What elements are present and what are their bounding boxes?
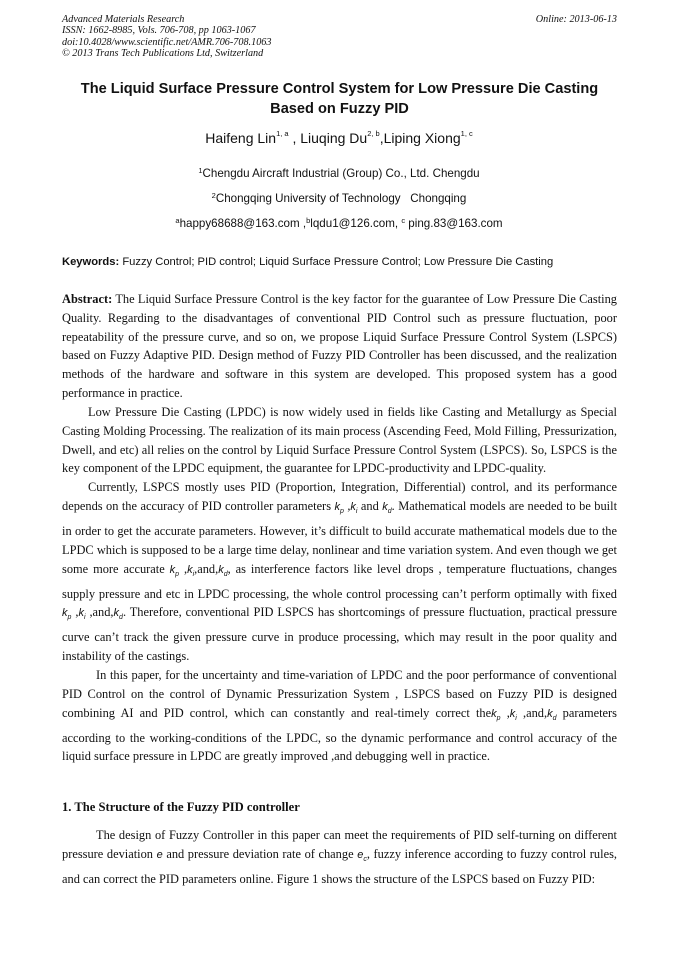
comma: , xyxy=(347,498,351,513)
ki-symbol: $k_i$ xyxy=(78,607,86,622)
email-b: lqdu1@126.com, xyxy=(310,217,402,230)
keywords-label: Keywords: xyxy=(62,256,120,268)
issn: ISSN: 1662-8985, Vols. 706-708, pp 1063-1067 xyxy=(62,25,256,37)
text: ,and, xyxy=(516,705,548,720)
author-name: Liping Xiong xyxy=(383,130,461,146)
affiliation-1 xyxy=(0,167,678,180)
email-line xyxy=(0,217,678,230)
ki-symbol: $k_i$ xyxy=(350,500,358,516)
comma: , xyxy=(506,705,510,720)
kp-symbol: $k_p$ xyxy=(334,500,344,516)
text: , fuzzy inference according to fuzzy control rules, and can correct the PID parameters online. Figure 1 shows the structure of the LSPCS based on Fuzzy PID: xyxy=(62,846,617,886)
paragraph-1: Low Pressure Die Casting (LPDC) is now widely used in fields like Casting and Metallurgy as Special Casting Molding Processing. The realization of its main process (Ascending Feed, Mold Filling, Pressurization, Dwell, and etc) all relies on the control by Liquid Surface Pressure Control System (LSPCS). So, LSPCS is the key component of the LPDC equipment, the guarantee for LPDC-productivity and LPDC-quality. xyxy=(62,405,617,476)
ki-symbol: $k_i$ xyxy=(187,563,195,578)
keywords xyxy=(62,256,617,268)
comma: , xyxy=(75,605,79,620)
author-list: Haifeng Lin$^{1, a}$ , Liuqing Du$^{2, b}$,Liping Xiong$^{1, c}$ xyxy=(205,129,473,146)
text: Currently, LSPCS mostly uses PID (Proportion, Integration, Differential) control, and its performance depends on the accuracy of PID controller parameters xyxy=(62,480,617,513)
text: ,and, xyxy=(194,561,219,576)
section-heading: 1. The Structure of the Fuzzy PID controller xyxy=(62,800,300,814)
email-sup: c xyxy=(401,216,406,225)
copyright: © 2013 Trans Tech Publications Ltd, Switzerland xyxy=(62,48,264,60)
kp-symbol: $k_p$ xyxy=(169,563,180,578)
comma: , xyxy=(183,561,188,576)
author-name: Liuqing Du xyxy=(300,130,368,146)
paragraph-4 xyxy=(62,826,617,889)
kd-symbol: $k_d$ xyxy=(218,563,228,578)
text: and pressure deviation rate of change xyxy=(162,846,358,861)
ki-symbol: $k_i$ xyxy=(509,707,517,722)
keywords-text: Fuzzy Control; PID control; Liquid Surface Pressure Control; Low Pressure Die Casting xyxy=(122,256,554,268)
paragraph-3 xyxy=(62,666,617,766)
page-header xyxy=(62,14,617,60)
kp-symbol: $k_p$ xyxy=(62,607,72,622)
aff-text: Chengdu Aircraft Industrial (Group) Co., Ltd. Chengdu xyxy=(202,167,480,180)
kd-symbol: $k_d$ xyxy=(547,707,557,722)
e-symbol: e xyxy=(156,848,163,861)
online-date: Online: 2013-06-13 xyxy=(535,14,617,25)
author-sup: 1, a xyxy=(276,129,289,138)
text: . Mathematical models are needed to be built in order to get the accurate parameters. However, it’s difficult to build accurate mathematical models due to the LPDC which is supposed to be a large time delay, nonlinear and time variation system. And even though we get some more accurate xyxy=(62,498,618,576)
email-sup: b xyxy=(306,216,311,225)
kd-symbol: $k_d$ xyxy=(382,500,392,516)
affiliation-2 xyxy=(0,192,678,205)
text: and xyxy=(357,498,383,513)
journal-name: Advanced Materials Research xyxy=(62,14,185,25)
aff-text: Chongqing University of Technology Chongqing xyxy=(215,192,467,205)
email-sup: a xyxy=(175,216,180,225)
text: parameters according to the working-conditions of the LPDC, so the dynamic performance and control accuracy of the liquid surface pressure in LPDC are greatly improved ,and debugging well in practice. xyxy=(62,705,617,764)
text: . Therefore, conventional PID LSPCS has shortcomings of pressure fluctuation, practical pressure curve can’t track the given pressure curve in produce processing, which may result in the poor quality and instability of the castings. xyxy=(62,605,617,664)
email-a: happy68688@163.com , xyxy=(179,217,307,230)
kp-symbol: $k_p$ xyxy=(491,707,501,722)
doi: doi:10.4028/www.scientific.net/AMR.706-708.1063 xyxy=(62,36,272,48)
paragraph-2 xyxy=(62,478,617,666)
text: , as interference factors like level drops , temperature fluctuations, changes supply pressure and etc in LPDC processing, the whole control processing can’t perform optimally with fixed xyxy=(62,561,618,601)
aff-sup: 1 xyxy=(198,166,203,175)
author-sup: 1, c xyxy=(460,129,473,138)
text: ,and, xyxy=(85,605,114,620)
aff-sup: 2 xyxy=(211,191,216,200)
abstract xyxy=(62,290,617,403)
body-paragraphs xyxy=(62,403,617,766)
paper-title: The Liquid Surface Pressure Control System for Low Pressure Die Casting Based on Fuzzy PID xyxy=(80,81,599,117)
abstract-text: The Liquid Surface Pressure Control is the key factor for the guarantee of Low Pressure Die Casting Quality. Regarding to the disadvantages of conventional PID Control such as pressure fluctuation, poor repeatability of the pressure curve, and so on, we propose Liquid Surface Pressure Control System (LSPCS) based on Fuzzy Adaptive PID. Design method of Fuzzy PID Controller has been discussed, and the realization methods of the hardware and software in this system are developed. This proposed system has a good performance in practice. xyxy=(62,292,618,400)
text: In this paper, for the uncertainty and time-variation of LPDC and the poor performance of conventional PID Control on the control of Dynamic Pressurization System , LSPCS based on Fuzzy PID is designed combining AI and PID control, which can constantly and real-timely correct the xyxy=(62,667,617,720)
author-sup: 2, b xyxy=(367,129,380,138)
email-c: ping.83@163.com xyxy=(405,217,503,230)
abstract-label: Abstract: xyxy=(62,292,113,306)
author-name: Haifeng Lin xyxy=(205,130,277,146)
ec-symbol: $e_c$ xyxy=(357,848,367,863)
section-1-paragraph xyxy=(62,826,617,889)
kd-symbol: $k_d$ xyxy=(113,607,123,622)
text: The design of Fuzzy Controller in this paper can meet the requirements of PID self-turning on different pressure deviation xyxy=(62,828,617,861)
